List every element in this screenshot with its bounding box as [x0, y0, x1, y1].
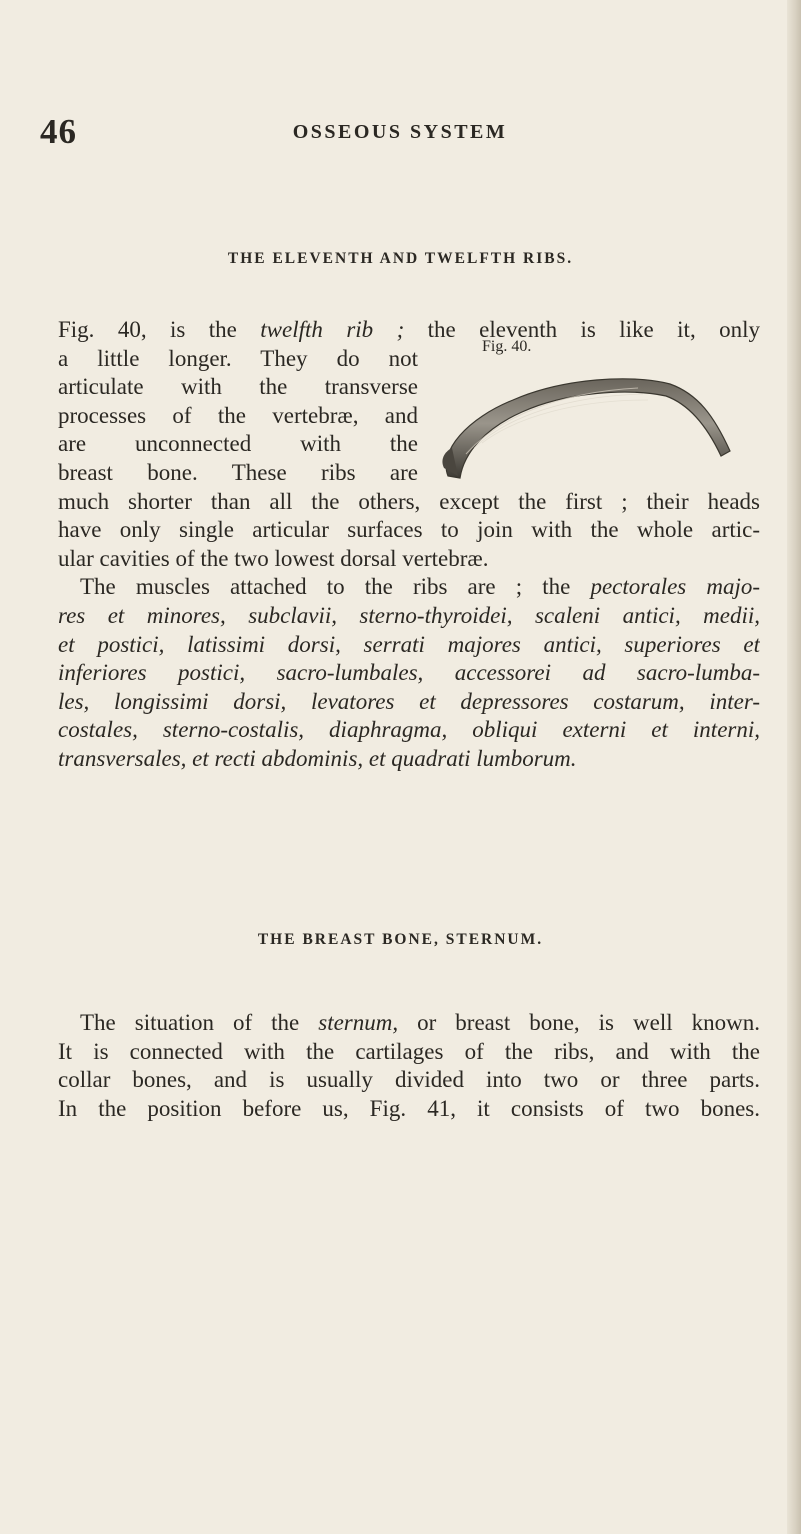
page-edge	[787, 0, 801, 1534]
text-line: processes of the vertebræ, and	[58, 402, 418, 428]
running-title: OSSEOUS SYSTEM	[292, 121, 508, 143]
running-head	[40, 112, 760, 162]
text-line: are unconnected with the	[58, 431, 418, 457]
text-line: inferiores postici, sacro-lumbales, accessorei ad sacro-lumba-	[58, 660, 760, 686]
text-line: costales, sterno-costalis, diaphragma, obliqui externi et interni,	[58, 717, 760, 743]
text-line: much shorter than all the others, except the first ; their heads	[58, 488, 760, 514]
text-line: res et minores, subclavii, sterno-thyroidei, scaleni antici, medii,	[58, 602, 760, 628]
text-line: Fig. 40, is the twelfth rib ; the eleventh is like it, only	[58, 317, 760, 342]
text-line: et postici, latissimi dorsi, serrati majores antici, superiores et	[58, 631, 760, 657]
section-heading-sternum: THE BREAST BONE, STERNUM.	[257, 931, 544, 948]
text-line: breast bone. These ribs are	[58, 459, 418, 485]
text-line: The muscles attached to the ribs are ; the pectorales majo-	[80, 574, 760, 600]
text-line: les, longissimi dorsi, levatores et depressores costarum, inter-	[58, 688, 760, 714]
text-line: The situation of the sternum, or breast bone, is well known.	[80, 1010, 760, 1035]
page-number: 46	[40, 112, 77, 151]
text-line: In the position before us, Fig. 41, it consists of two bones.	[58, 1095, 760, 1121]
text-line: a little longer. They do not	[58, 345, 418, 371]
text-line: collar bones, and is usually divided into two or three parts.	[58, 1067, 760, 1093]
text-line: ular cavities of the two lowest dorsal vertebræ.	[58, 545, 489, 571]
text-line: It is connected with the cartilages of the ribs, and with the	[58, 1038, 760, 1064]
paragraph-sternum	[58, 1009, 760, 1123]
section-heading-ribs: THE ELEVENTH AND TWELFTH RIBS.	[227, 250, 574, 267]
text-line: articulate with the transverse	[58, 374, 418, 400]
text-line: transversales, et recti abdominis, et quadrati lumborum.	[58, 745, 577, 771]
text-line: have only single articular surfaces to join with the whole artic-	[58, 517, 760, 543]
figure-caption: Fig. 40.	[482, 338, 532, 355]
paragraph-ribs-description	[58, 316, 760, 774]
